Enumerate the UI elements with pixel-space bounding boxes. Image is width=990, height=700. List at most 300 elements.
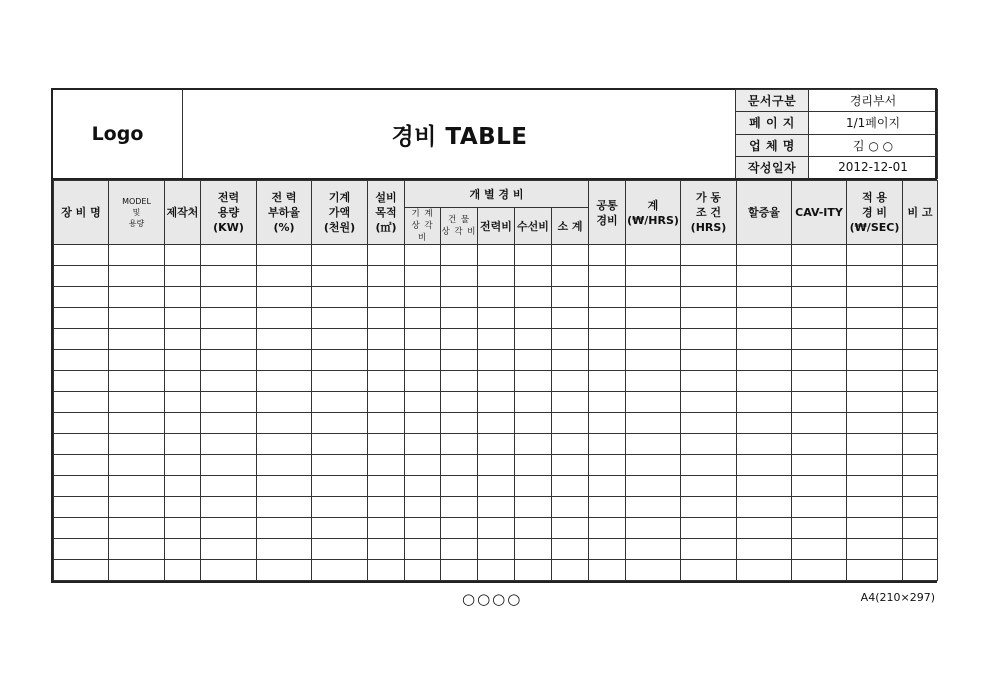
table-cell[interactable] (405, 371, 441, 392)
table-cell[interactable] (737, 392, 792, 413)
table-cell[interactable] (552, 518, 589, 539)
table-cell[interactable] (589, 497, 626, 518)
table-cell[interactable] (312, 350, 368, 371)
table-cell[interactable] (257, 497, 312, 518)
table-cell[interactable] (405, 539, 441, 560)
table-cell[interactable] (54, 560, 109, 581)
table-cell[interactable] (405, 329, 441, 350)
table-cell[interactable] (792, 287, 847, 308)
table-cell[interactable] (589, 560, 626, 581)
table-cell[interactable] (312, 329, 368, 350)
table-cell[interactable] (312, 434, 368, 455)
table-cell[interactable] (552, 497, 589, 518)
table-cell[interactable] (552, 413, 589, 434)
table-cell[interactable] (109, 287, 165, 308)
table-cell[interactable] (792, 329, 847, 350)
table-cell[interactable] (792, 413, 847, 434)
table-cell[interactable] (201, 497, 257, 518)
table-cell[interactable] (552, 308, 589, 329)
table-cell[interactable] (405, 350, 441, 371)
table-cell[interactable] (847, 476, 903, 497)
table-cell[interactable] (847, 434, 903, 455)
table-cell[interactable] (257, 413, 312, 434)
table-cell[interactable] (165, 308, 201, 329)
table-cell[interactable] (903, 329, 938, 350)
table-cell[interactable] (257, 371, 312, 392)
table-cell[interactable] (165, 434, 201, 455)
table-cell[interactable] (165, 518, 201, 539)
table-cell[interactable] (441, 329, 478, 350)
table-cell[interactable] (515, 371, 552, 392)
table-cell[interactable] (201, 371, 257, 392)
table-cell[interactable] (441, 371, 478, 392)
table-cell[interactable] (54, 266, 109, 287)
table-cell[interactable] (847, 413, 903, 434)
table-cell[interactable] (478, 476, 515, 497)
table-cell[interactable] (847, 539, 903, 560)
table-cell[interactable] (109, 308, 165, 329)
table-cell[interactable] (792, 560, 847, 581)
table-cell[interactable] (405, 308, 441, 329)
table-cell[interactable] (589, 287, 626, 308)
table-cell[interactable] (589, 350, 626, 371)
table-cell[interactable] (441, 497, 478, 518)
table-cell[interactable] (737, 518, 792, 539)
table-cell[interactable] (165, 413, 201, 434)
table-cell[interactable] (626, 350, 681, 371)
table-cell[interactable] (165, 329, 201, 350)
table-cell[interactable] (515, 329, 552, 350)
table-cell[interactable] (589, 371, 626, 392)
table-cell[interactable] (368, 518, 405, 539)
table-cell[interactable] (109, 476, 165, 497)
table-cell[interactable] (903, 245, 938, 266)
table-cell[interactable] (478, 434, 515, 455)
table-cell[interactable] (109, 434, 165, 455)
table-cell[interactable] (441, 392, 478, 413)
table-cell[interactable] (847, 350, 903, 371)
table-cell[interactable] (478, 245, 515, 266)
table-cell[interactable] (681, 497, 737, 518)
table-cell[interactable] (626, 308, 681, 329)
table-cell[interactable] (515, 350, 552, 371)
table-cell[interactable] (405, 266, 441, 287)
table-cell[interactable] (201, 476, 257, 497)
table-cell[interactable] (257, 350, 312, 371)
table-cell[interactable] (54, 413, 109, 434)
table-cell[interactable] (257, 245, 312, 266)
table-cell[interactable] (515, 434, 552, 455)
table-cell[interactable] (478, 350, 515, 371)
table-cell[interactable] (478, 560, 515, 581)
table-cell[interactable] (681, 287, 737, 308)
table-cell[interactable] (368, 455, 405, 476)
table-cell[interactable] (257, 287, 312, 308)
table-cell[interactable] (478, 518, 515, 539)
table-cell[interactable] (109, 350, 165, 371)
table-cell[interactable] (441, 455, 478, 476)
table-cell[interactable] (515, 287, 552, 308)
table-cell[interactable] (257, 476, 312, 497)
table-cell[interactable] (109, 497, 165, 518)
table-cell[interactable] (405, 245, 441, 266)
table-cell[interactable] (792, 455, 847, 476)
table-cell[interactable] (257, 434, 312, 455)
table-cell[interactable] (681, 476, 737, 497)
table-cell[interactable] (312, 539, 368, 560)
table-cell[interactable] (165, 497, 201, 518)
table-cell[interactable] (681, 518, 737, 539)
table-cell[interactable] (478, 539, 515, 560)
table-cell[interactable] (847, 392, 903, 413)
table-cell[interactable] (478, 497, 515, 518)
table-cell[interactable] (626, 434, 681, 455)
table-cell[interactable] (847, 245, 903, 266)
table-cell[interactable] (165, 560, 201, 581)
table-cell[interactable] (405, 287, 441, 308)
table-cell[interactable] (201, 287, 257, 308)
table-cell[interactable] (681, 560, 737, 581)
table-cell[interactable] (201, 539, 257, 560)
table-cell[interactable] (792, 539, 847, 560)
table-cell[interactable] (165, 266, 201, 287)
table-cell[interactable] (109, 560, 165, 581)
table-cell[interactable] (681, 413, 737, 434)
table-cell[interactable] (681, 245, 737, 266)
table-cell[interactable] (368, 371, 405, 392)
table-cell[interactable] (201, 329, 257, 350)
table-cell[interactable] (201, 413, 257, 434)
table-cell[interactable] (737, 308, 792, 329)
table-cell[interactable] (903, 518, 938, 539)
table-cell[interactable] (903, 539, 938, 560)
table-cell[interactable] (368, 497, 405, 518)
table-cell[interactable] (792, 518, 847, 539)
table-cell[interactable] (737, 287, 792, 308)
table-cell[interactable] (903, 287, 938, 308)
table-cell[interactable] (847, 497, 903, 518)
table-cell[interactable] (165, 539, 201, 560)
table-cell[interactable] (737, 476, 792, 497)
table-cell[interactable] (441, 518, 478, 539)
table-cell[interactable] (54, 245, 109, 266)
table-cell[interactable] (847, 308, 903, 329)
table-cell[interactable] (515, 497, 552, 518)
table-cell[interactable] (589, 329, 626, 350)
table-cell[interactable] (368, 434, 405, 455)
table-cell[interactable] (792, 266, 847, 287)
table-cell[interactable] (552, 539, 589, 560)
table-cell[interactable] (552, 371, 589, 392)
table-cell[interactable] (441, 266, 478, 287)
table-cell[interactable] (109, 392, 165, 413)
table-cell[interactable] (478, 329, 515, 350)
table-cell[interactable] (441, 413, 478, 434)
table-cell[interactable] (626, 518, 681, 539)
table-cell[interactable] (257, 308, 312, 329)
table-cell[interactable] (312, 455, 368, 476)
table-cell[interactable] (515, 266, 552, 287)
table-cell[interactable] (312, 392, 368, 413)
table-cell[interactable] (626, 413, 681, 434)
table-cell[interactable] (626, 371, 681, 392)
table-cell[interactable] (405, 392, 441, 413)
table-cell[interactable] (903, 371, 938, 392)
table-cell[interactable] (515, 455, 552, 476)
table-cell[interactable] (737, 350, 792, 371)
table-cell[interactable] (441, 539, 478, 560)
table-cell[interactable] (903, 455, 938, 476)
table-cell[interactable] (441, 560, 478, 581)
table-cell[interactable] (165, 371, 201, 392)
table-cell[interactable] (681, 392, 737, 413)
table-cell[interactable] (478, 392, 515, 413)
table-cell[interactable] (552, 266, 589, 287)
table-cell[interactable] (478, 308, 515, 329)
table-cell[interactable] (737, 371, 792, 392)
table-cell[interactable] (792, 476, 847, 497)
table-cell[interactable] (405, 476, 441, 497)
table-cell[interactable] (368, 329, 405, 350)
table-cell[interactable] (589, 434, 626, 455)
table-cell[interactable] (478, 266, 515, 287)
table-cell[interactable] (681, 350, 737, 371)
table-cell[interactable] (626, 266, 681, 287)
table-cell[interactable] (792, 308, 847, 329)
table-cell[interactable] (368, 413, 405, 434)
table-cell[interactable] (405, 497, 441, 518)
table-cell[interactable] (368, 392, 405, 413)
table-cell[interactable] (589, 392, 626, 413)
table-cell[interactable] (165, 350, 201, 371)
table-cell[interactable] (903, 350, 938, 371)
table-cell[interactable] (312, 287, 368, 308)
table-cell[interactable] (552, 287, 589, 308)
table-cell[interactable] (165, 287, 201, 308)
table-cell[interactable] (405, 413, 441, 434)
table-cell[interactable] (257, 392, 312, 413)
table-cell[interactable] (109, 371, 165, 392)
table-cell[interactable] (257, 266, 312, 287)
table-cell[interactable] (681, 455, 737, 476)
table-cell[interactable] (847, 329, 903, 350)
table-cell[interactable] (441, 476, 478, 497)
table-cell[interactable] (478, 287, 515, 308)
table-cell[interactable] (903, 308, 938, 329)
table-cell[interactable] (552, 455, 589, 476)
table-cell[interactable] (441, 245, 478, 266)
table-cell[interactable] (312, 245, 368, 266)
table-cell[interactable] (405, 560, 441, 581)
table-cell[interactable] (737, 539, 792, 560)
table-cell[interactable] (441, 434, 478, 455)
table-cell[interactable] (552, 476, 589, 497)
table-cell[interactable] (847, 455, 903, 476)
table-cell[interactable] (737, 434, 792, 455)
table-cell[interactable] (792, 392, 847, 413)
table-cell[interactable] (847, 560, 903, 581)
table-cell[interactable] (109, 518, 165, 539)
table-cell[interactable] (441, 287, 478, 308)
table-cell[interactable] (589, 476, 626, 497)
table-cell[interactable] (54, 497, 109, 518)
table-cell[interactable] (54, 476, 109, 497)
table-cell[interactable] (405, 518, 441, 539)
table-cell[interactable] (54, 308, 109, 329)
table-cell[interactable] (903, 497, 938, 518)
table-cell[interactable] (312, 308, 368, 329)
table-cell[interactable] (792, 371, 847, 392)
table-cell[interactable] (515, 539, 552, 560)
table-cell[interactable] (589, 308, 626, 329)
table-cell[interactable] (201, 455, 257, 476)
table-cell[interactable] (681, 539, 737, 560)
table-cell[interactable] (515, 518, 552, 539)
table-cell[interactable] (847, 266, 903, 287)
table-cell[interactable] (589, 455, 626, 476)
table-cell[interactable] (405, 455, 441, 476)
table-cell[interactable] (903, 434, 938, 455)
table-cell[interactable] (54, 287, 109, 308)
table-cell[interactable] (109, 413, 165, 434)
table-cell[interactable] (552, 392, 589, 413)
table-cell[interactable] (54, 329, 109, 350)
table-cell[interactable] (903, 266, 938, 287)
table-cell[interactable] (368, 476, 405, 497)
table-cell[interactable] (515, 560, 552, 581)
table-cell[interactable] (312, 413, 368, 434)
table-cell[interactable] (257, 518, 312, 539)
table-cell[interactable] (441, 308, 478, 329)
table-cell[interactable] (54, 392, 109, 413)
table-cell[interactable] (681, 329, 737, 350)
table-cell[interactable] (847, 518, 903, 539)
table-cell[interactable] (552, 245, 589, 266)
table-cell[interactable] (54, 539, 109, 560)
table-cell[interactable] (478, 371, 515, 392)
table-cell[interactable] (165, 392, 201, 413)
table-cell[interactable] (109, 329, 165, 350)
table-cell[interactable] (589, 413, 626, 434)
table-cell[interactable] (847, 371, 903, 392)
table-cell[interactable] (515, 476, 552, 497)
table-cell[interactable] (792, 497, 847, 518)
table-cell[interactable] (312, 518, 368, 539)
table-cell[interactable] (368, 560, 405, 581)
table-cell[interactable] (515, 245, 552, 266)
table-cell[interactable] (109, 455, 165, 476)
table-cell[interactable] (589, 539, 626, 560)
table-cell[interactable] (405, 434, 441, 455)
table-cell[interactable] (552, 350, 589, 371)
table-cell[interactable] (681, 308, 737, 329)
table-cell[interactable] (552, 434, 589, 455)
table-cell[interactable] (312, 476, 368, 497)
table-cell[interactable] (54, 350, 109, 371)
table-cell[interactable] (201, 392, 257, 413)
table-cell[interactable] (201, 266, 257, 287)
table-cell[interactable] (681, 434, 737, 455)
table-cell[interactable] (737, 245, 792, 266)
table-cell[interactable] (737, 497, 792, 518)
table-cell[interactable] (201, 560, 257, 581)
table-cell[interactable] (54, 371, 109, 392)
table-cell[interactable] (515, 308, 552, 329)
table-cell[interactable] (165, 455, 201, 476)
table-cell[interactable] (515, 392, 552, 413)
table-cell[interactable] (681, 371, 737, 392)
table-cell[interactable] (903, 392, 938, 413)
table-cell[interactable] (737, 413, 792, 434)
table-cell[interactable] (626, 245, 681, 266)
table-cell[interactable] (792, 350, 847, 371)
table-cell[interactable] (626, 329, 681, 350)
table-cell[interactable] (109, 539, 165, 560)
table-cell[interactable] (312, 497, 368, 518)
table-cell[interactable] (589, 518, 626, 539)
table-cell[interactable] (201, 308, 257, 329)
table-cell[interactable] (368, 350, 405, 371)
table-cell[interactable] (681, 266, 737, 287)
table-cell[interactable] (312, 371, 368, 392)
table-cell[interactable] (368, 287, 405, 308)
table-cell[interactable] (515, 413, 552, 434)
table-cell[interactable] (903, 560, 938, 581)
table-cell[interactable] (368, 539, 405, 560)
table-cell[interactable] (109, 245, 165, 266)
table-cell[interactable] (626, 476, 681, 497)
table-cell[interactable] (257, 560, 312, 581)
table-cell[interactable] (589, 266, 626, 287)
table-cell[interactable] (478, 455, 515, 476)
table-cell[interactable] (368, 308, 405, 329)
table-cell[interactable] (626, 287, 681, 308)
table-cell[interactable] (165, 245, 201, 266)
table-cell[interactable] (737, 266, 792, 287)
table-cell[interactable] (478, 413, 515, 434)
table-cell[interactable] (903, 413, 938, 434)
table-cell[interactable] (368, 245, 405, 266)
table-cell[interactable] (737, 455, 792, 476)
table-cell[interactable] (54, 518, 109, 539)
table-cell[interactable] (109, 266, 165, 287)
table-cell[interactable] (312, 266, 368, 287)
table-cell[interactable] (552, 329, 589, 350)
table-cell[interactable] (54, 455, 109, 476)
table-cell[interactable] (257, 539, 312, 560)
table-cell[interactable] (165, 476, 201, 497)
table-cell[interactable] (201, 350, 257, 371)
table-cell[interactable] (552, 560, 589, 581)
table-cell[interactable] (54, 434, 109, 455)
table-cell[interactable] (201, 518, 257, 539)
table-cell[interactable] (737, 329, 792, 350)
table-cell[interactable] (626, 560, 681, 581)
table-cell[interactable] (626, 455, 681, 476)
table-cell[interactable] (792, 245, 847, 266)
table-cell[interactable] (626, 539, 681, 560)
table-cell[interactable] (201, 245, 257, 266)
table-cell[interactable] (847, 287, 903, 308)
table-cell[interactable] (626, 392, 681, 413)
table-cell[interactable] (368, 266, 405, 287)
table-cell[interactable] (257, 455, 312, 476)
table-cell[interactable] (903, 476, 938, 497)
table-cell[interactable] (441, 350, 478, 371)
table-cell[interactable] (312, 560, 368, 581)
table-cell[interactable] (737, 560, 792, 581)
table-cell[interactable] (626, 497, 681, 518)
